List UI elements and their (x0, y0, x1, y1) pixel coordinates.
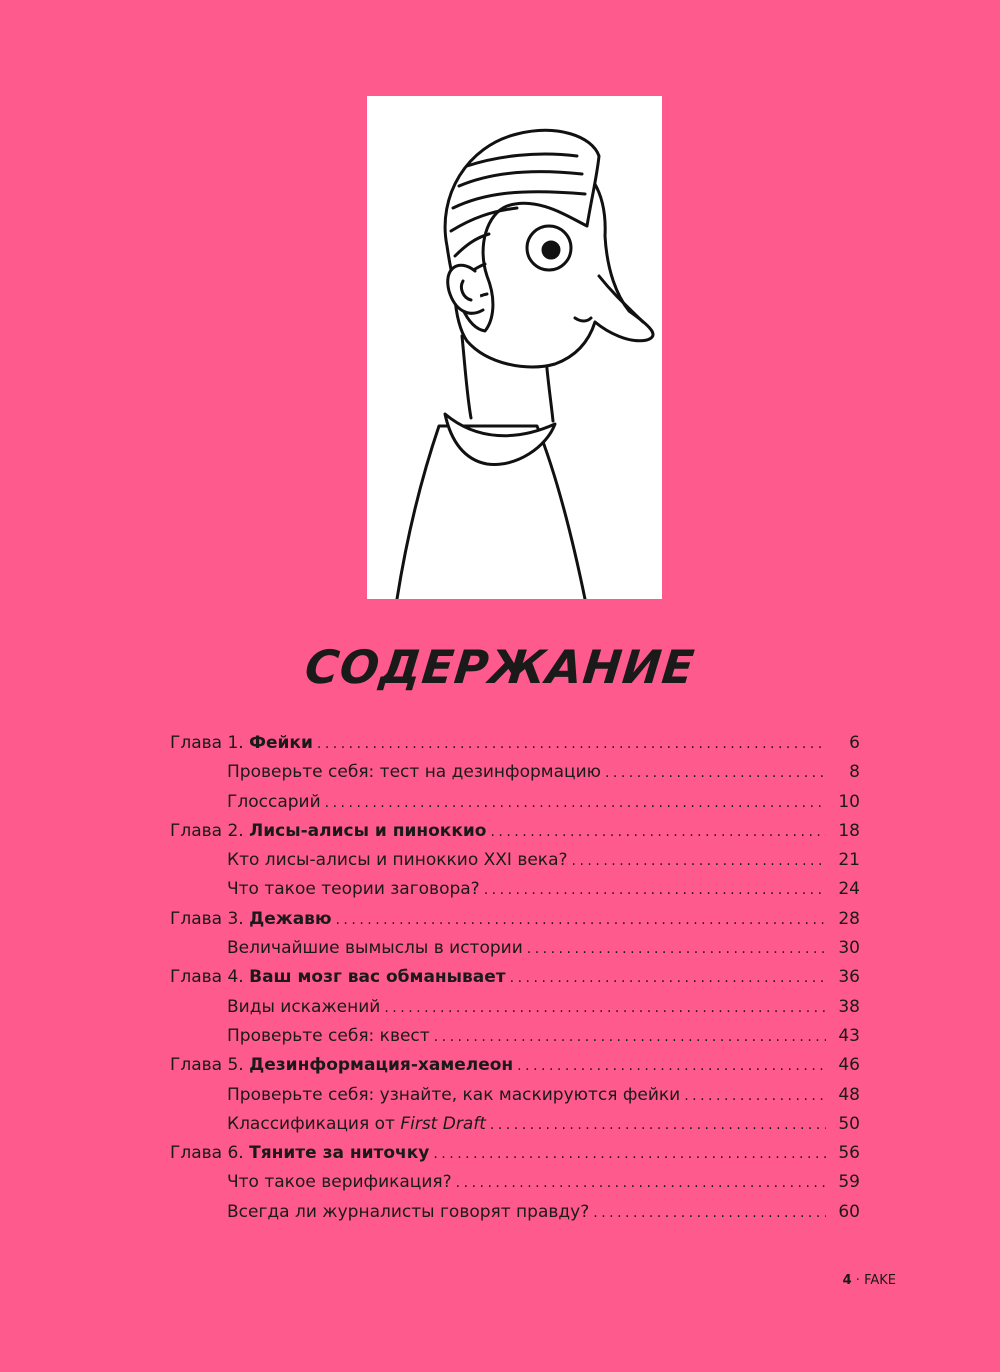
toc-page-number: 24 (838, 879, 860, 900)
leader-dots (384, 1000, 826, 1016)
toc-section-row[interactable] (170, 1202, 860, 1231)
toc-entry-label (170, 733, 313, 753)
toc-section-row[interactable] (170, 792, 860, 821)
toc-entry-label (227, 1172, 452, 1192)
toc-entry-label (227, 879, 480, 899)
toc-entry-label (227, 762, 601, 782)
chapter-title: Дезинформация-хамелеон (249, 1055, 514, 1076)
section-title: Виды искажений (227, 996, 381, 1017)
toc-section-row[interactable] (170, 762, 860, 791)
leader-dots (335, 912, 826, 928)
leader-dots (317, 736, 826, 752)
leader-dots (490, 1117, 826, 1133)
toc-entry-label (227, 792, 321, 812)
toc-section-row[interactable] (170, 1172, 860, 1201)
section-title: Классификация от (227, 1113, 401, 1134)
chapter-title: Лисы-алисы и пиноккио (249, 820, 487, 841)
pinocchio-illustration (367, 96, 662, 599)
toc-page-number: 21 (838, 850, 860, 871)
chapter-prefix: Глава 5. (170, 1055, 250, 1076)
chapter-prefix: Глава 4. (170, 967, 250, 988)
toc-page-number: 60 (838, 1201, 860, 1222)
section-title: Глоссарий (227, 791, 321, 812)
chapter-prefix: Глава 6. (170, 1143, 250, 1164)
toc-section-row[interactable] (170, 1114, 860, 1143)
toc-section-row[interactable] (170, 1085, 860, 1114)
section-title: Что такое верификация? (227, 1172, 452, 1193)
leader-dots (572, 853, 826, 869)
section-title: Проверьте себя: узнайте, как маскируются фейки (227, 1084, 681, 1105)
section-title: Величайшие вымыслы в истории (227, 938, 523, 959)
toc-section-row[interactable] (170, 938, 860, 967)
toc-chapter-row[interactable] (170, 909, 860, 938)
toc-chapter-row[interactable] (170, 733, 860, 762)
leader-dots (490, 824, 826, 840)
toc-entry-label (227, 1085, 680, 1105)
table-of-contents (170, 733, 860, 1231)
page-footer (843, 1273, 896, 1288)
toc-chapter-row[interactable] (170, 1055, 860, 1084)
section-title-italic: First Draft (400, 1113, 486, 1134)
toc-page-number: 30 (838, 938, 860, 959)
leader-dots (517, 1058, 826, 1074)
toc-page-number: 56 (838, 1143, 860, 1164)
leader-dots (434, 1029, 826, 1045)
toc-page-number: 10 (838, 791, 860, 812)
toc-entry-label (170, 1143, 429, 1163)
section-title: Проверьте себя: тест на дезинформацию (227, 762, 601, 783)
chapter-prefix: Глава 2. (170, 820, 250, 841)
toc-entry-label (170, 909, 331, 929)
toc-page-number: 43 (838, 1025, 860, 1046)
section-title: Всегда ли журналисты говорят правду? (227, 1201, 590, 1222)
leader-dots (484, 882, 826, 898)
toc-page-number: 48 (838, 1084, 860, 1105)
leader-dots (527, 941, 826, 957)
toc-section-row[interactable] (170, 1026, 860, 1055)
toc-page-number: 38 (838, 996, 860, 1017)
footer-separator: · (851, 1273, 865, 1288)
toc-entry-label (170, 821, 486, 841)
book-title: FAKE (864, 1273, 896, 1288)
toc-page-number: 36 (838, 967, 860, 988)
toc-page-number: 18 (838, 820, 860, 841)
leader-dots (510, 970, 826, 986)
toc-page-number: 46 (838, 1055, 860, 1076)
chapter-title: Ваш мозг вас обманывает (249, 967, 506, 988)
chapter-prefix: Глава 3. (170, 908, 250, 929)
toc-section-row[interactable] (170, 850, 860, 879)
toc-entry-label (170, 1055, 513, 1075)
leader-dots (593, 1205, 826, 1221)
leader-dots (456, 1175, 826, 1191)
section-title: Кто лисы-алисы и пиноккио XXI века? (227, 850, 568, 871)
toc-page-number: 8 (849, 762, 860, 783)
chapter-title: Дежавю (249, 908, 332, 929)
toc-section-row[interactable] (170, 879, 860, 908)
toc-chapter-row[interactable] (170, 1143, 860, 1172)
section-title: Проверьте себя: квест (227, 1025, 430, 1046)
toc-entry-label (227, 1202, 589, 1222)
toc-page-number: 50 (838, 1113, 860, 1134)
toc-entry-label (227, 1114, 486, 1134)
toc-page-number: 59 (838, 1172, 860, 1193)
chapter-title: Фейки (249, 733, 313, 753)
toc-chapter-row[interactable] (170, 821, 860, 850)
leader-dots (433, 1146, 826, 1162)
toc-entry-label (170, 967, 506, 987)
toc-page-number: 28 (838, 908, 860, 929)
leader-dots (605, 765, 826, 781)
page-number: 4 (842, 1273, 852, 1288)
chapter-prefix: Глава 1. (170, 733, 250, 753)
section-title: Что такое теории заговора? (227, 879, 480, 900)
leader-dots (325, 795, 826, 811)
toc-entry-label (227, 997, 380, 1017)
chapter-title: Тяните за ниточку (249, 1143, 430, 1164)
toc-entry-label (227, 1026, 430, 1046)
toc-section-row[interactable] (170, 997, 860, 1026)
long-nose-man-icon (367, 96, 662, 599)
toc-page-number: 6 (849, 733, 860, 753)
leader-dots (684, 1088, 826, 1104)
toc-entry-label (227, 938, 523, 958)
toc-chapter-row[interactable] (170, 967, 860, 996)
toc-heading: СОДЕРЖАНИЕ (302, 640, 698, 694)
toc-entry-label (227, 850, 568, 870)
